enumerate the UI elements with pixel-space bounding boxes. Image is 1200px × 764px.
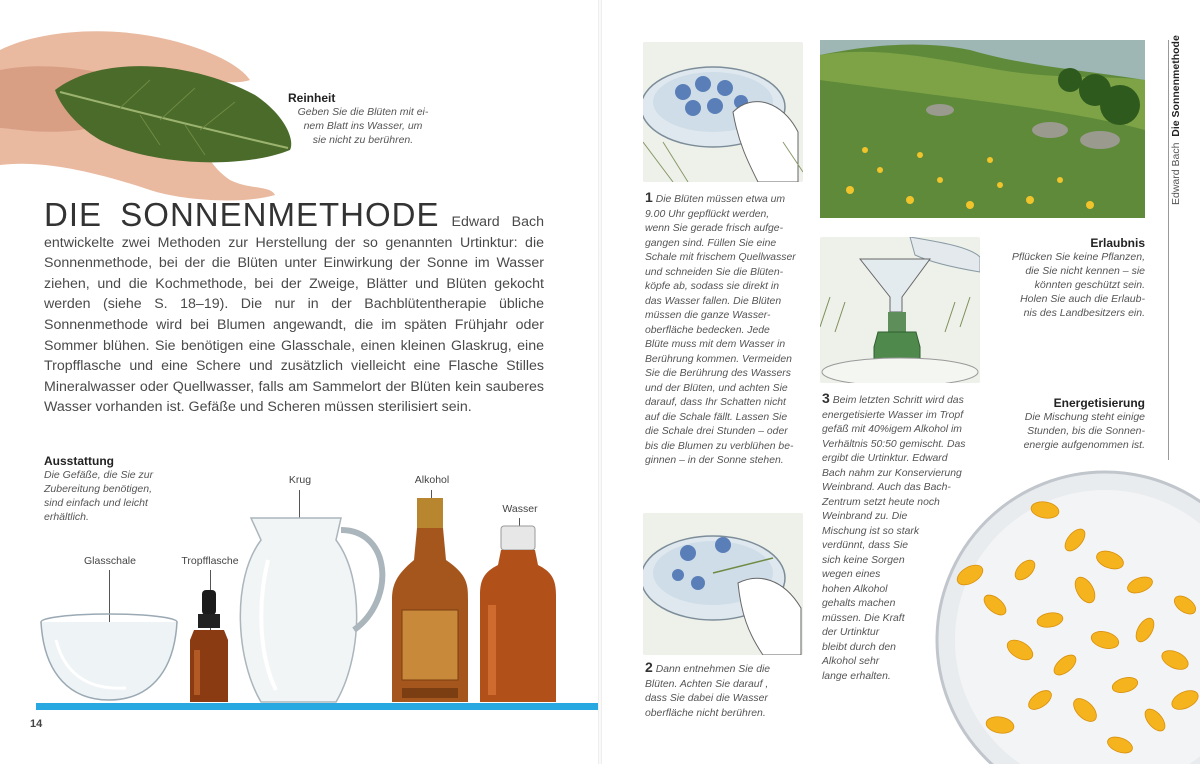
step-line: Blüte muss mit dem Wasser in xyxy=(645,339,786,350)
step-line: oberfläche bedecken. Jede xyxy=(645,324,770,336)
step-line: ginnen – in der Sonne stehen. xyxy=(645,455,784,466)
step-line: die Schale drei Stunden – oder xyxy=(645,426,788,437)
step-line: gangen sind. Füllen Sie eine xyxy=(645,237,777,249)
step-line: gefäß mit 40%igem Alkohol im xyxy=(822,424,962,435)
step-line: verdünnt, dass Sie xyxy=(822,540,909,551)
step-line: Weinbrand zu. Die xyxy=(822,511,908,522)
step-2-text xyxy=(645,660,805,721)
step-line: und schneiden Sie die Blüten- xyxy=(645,266,784,278)
page-title: DIE SONNENMETHODE xyxy=(44,196,440,233)
step-line: köpfe ab, sodass sie direkt in xyxy=(645,281,779,292)
dropper-bottle-icon xyxy=(190,590,228,702)
book-gutter xyxy=(598,0,602,764)
step-line: Blüten. Achten Sie darauf , xyxy=(645,678,769,690)
step-line: Berührung kommen. Vermeiden xyxy=(645,353,792,365)
step-line: Alkohol sehr xyxy=(822,656,880,667)
page-number: 14 xyxy=(30,718,43,730)
blue-shelf xyxy=(36,703,598,710)
ausstattung-line: sind einfach und leicht xyxy=(44,497,148,509)
step-number: 3 xyxy=(822,390,830,406)
step-line: müssen. Die Kraft xyxy=(822,612,905,624)
reinheit-caption xyxy=(288,91,448,147)
step-line: Zentrum setzt heute noch xyxy=(822,496,940,508)
step-line: hohen Alkohol xyxy=(822,583,888,595)
step-line: bleibt durch den xyxy=(822,641,896,653)
label-alkohol: Alkohol xyxy=(414,474,450,486)
erlaubnis-line: könnten geschützt sein. xyxy=(1034,279,1145,291)
energetisierung-line: Stunden, bis die Sonnen- xyxy=(1027,425,1145,437)
reinheit-line: Geben Sie die Blüten mit ei- xyxy=(297,106,429,118)
hand-with-leaf-image xyxy=(0,10,300,205)
ausstattung-line: Die Gefäße, die Sie zur xyxy=(44,469,154,481)
step-line: Bach nahm zur Konservierung xyxy=(822,467,962,479)
energetisierung-line: Die Mischung steht einige xyxy=(1024,411,1145,423)
step-line: wegen eines xyxy=(822,569,881,580)
brandy-bottle-icon xyxy=(392,498,468,702)
erlaubnis-caption xyxy=(990,236,1145,320)
step-line: Weinbrand. Auch das Bach- xyxy=(822,482,951,493)
ausstattung-line: Zubereitung benötigen, xyxy=(44,483,152,495)
header-author: Edward Bach xyxy=(1170,142,1182,205)
main-text-block xyxy=(44,196,544,418)
step-line: ergibt die Urtinktur. Edward xyxy=(822,453,948,464)
step-number: 2 xyxy=(645,659,653,675)
glass-bowl-icon xyxy=(41,614,177,700)
reinheit-title: Reinheit xyxy=(288,91,336,105)
label-glasschale: Glasschale xyxy=(84,555,136,567)
step-line: darauf, dass Ihr Schatten nicht xyxy=(645,397,786,408)
ausstattung-title: Ausstattung xyxy=(44,454,114,468)
step-line: lange erhalten. xyxy=(822,670,891,682)
step-line: Mischung ist so stark xyxy=(822,525,920,537)
reinheit-line: nem Blatt ins Wasser, um xyxy=(303,120,423,132)
photo-bowl-yellow-petals xyxy=(925,470,1200,764)
step-line: oberfläche nicht berühren. xyxy=(645,707,766,719)
step-line: dass Sie dabei die Wasser xyxy=(645,693,768,704)
erlaubnis-title: Erlaubnis xyxy=(1090,236,1145,250)
illustration-remove-flowers xyxy=(643,513,803,655)
step-line: Verhältnis 50:50 gemischt. Das xyxy=(822,438,966,450)
label-krug: Krug xyxy=(288,474,312,486)
erlaubnis-line: Pflücken Sie keine Pflanzen, xyxy=(1011,251,1145,263)
step-line: das Wasser fallen. Die Blüten xyxy=(645,295,782,307)
step-number: 1 xyxy=(645,189,653,205)
step-line: gehalts machen xyxy=(822,598,896,609)
erlaubnis-line: die Sie nicht kennen – sie xyxy=(1025,265,1145,277)
step-line: Beim letzten Schritt wird das xyxy=(832,395,964,406)
step-line: sich keine Sorgen xyxy=(822,554,905,566)
step-line: Sie die Berührung des Wassers xyxy=(645,368,791,379)
header-section: Die Sonnenmethode xyxy=(1170,35,1182,137)
step-line: der Urtinktur xyxy=(822,627,880,638)
step-line: auf die Schale fällt. Lassen Sie xyxy=(645,411,788,423)
step-line: energetisierte Wasser im Tropf xyxy=(822,409,964,421)
photo-alpine-meadow xyxy=(820,40,1145,218)
label-wasser: Wasser xyxy=(502,503,538,515)
ausstattung-line: erhältlich. xyxy=(44,511,89,523)
energetisierung-title: Energetisierung xyxy=(1053,396,1145,410)
step-line: wenn Sie gerade frisch aufge- xyxy=(645,223,784,234)
equipment-image xyxy=(36,490,598,705)
step-line: müssen die ganze Wasser- xyxy=(645,310,771,321)
step-line: und der Blüten, und achten Sie xyxy=(645,382,788,394)
step-line: Die Blüten müssen etwa um xyxy=(655,194,786,205)
label-tropfflasche: Tropfflasche xyxy=(181,555,239,567)
reinheit-line: sie nicht zu berühren. xyxy=(312,134,414,146)
running-header xyxy=(1168,35,1188,210)
illustration-funnel-bottle xyxy=(820,237,980,383)
step-line: Dann entnehmen Sie die xyxy=(655,664,771,675)
energetisierung-caption xyxy=(1000,396,1145,452)
main-body-text: Edward Bach entwickelte zwei Methoden zur Herstellung der so genannten Urtinktur: die Sonnenmethode, bei der die Blüten unter Einwirkung der Sonne im Wasser ziehen, und die Kochmethode, bei der Zweige, Blätter und Blüten gekocht werden (siehe S. 18–19). Die nur in der Bachblütentherapie übliche Sonnenmethode wird bei Blumen angewandt, die im späten Frühjahr oder Sommer blühen. Sie benötigen eine Glasschale, einen kleinen Glaskrug, eine Tropfflasche und eine Schere und zusätzlich vielleicht eine Flasche Stilles Mineralwasser oder Quellwasser, falls am Sammelort der Blüten kein sauberes Wasser vorhanden ist. Gefäße und Scheren müssen sterilisiert sein. xyxy=(44,214,544,416)
energetisierung-line: energie aufgenommen ist. xyxy=(1023,439,1145,451)
illustration-bowl-flowers xyxy=(643,42,803,182)
erlaubnis-line: nis des Landbesitzers ein. xyxy=(1023,307,1145,319)
step-1-text xyxy=(645,190,805,469)
step-line: Schale mit frischem Quellwasser xyxy=(645,252,796,263)
step-line: bis die Blumen zu verblühen be- xyxy=(645,440,794,452)
glass-jug-icon xyxy=(240,518,382,702)
erlaubnis-line: Holen Sie auch die Erlaub- xyxy=(1020,293,1145,305)
step-line: 9.00 Uhr gepflückt werden, xyxy=(645,208,770,220)
water-bottle-icon xyxy=(480,526,556,702)
